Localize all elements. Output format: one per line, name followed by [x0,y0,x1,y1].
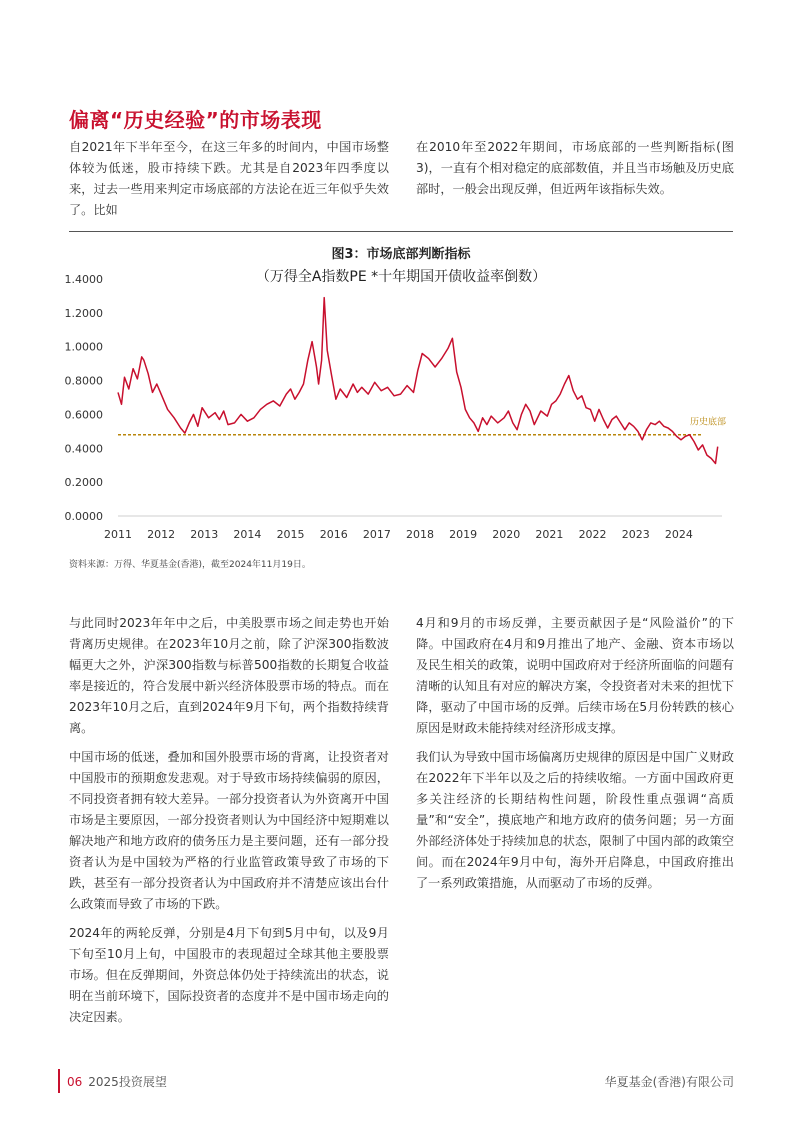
y-tick-label: 0.8000 [64,374,103,388]
figure-source: 资料来源：万得、华夏基金(香港)，截至2024年11月19日。 [69,560,311,570]
x-tick-label: 2014 [233,528,262,541]
document-title: 2025投资展望 [88,1075,167,1089]
x-tick-label: 2020 [492,528,521,541]
x-tick-label: 2016 [319,528,348,541]
body-paragraph: 2024年的两轮反弹，分别是4月下旬到5月中旬，以及9月下旬至10月上旬，中国股市的表现超过全球其他主要股票市场。但在反弹期间，外资总体仍处于持续流出的状态，说明在当前环境下，国际投资者的态度并不是中国市场走向的决定因素。 [69,926,389,1024]
x-tick-label: 2019 [449,528,478,541]
body-paragraph: 与此同时2023年年中之后，中美股票市场之间走势也开始背离历史规律。在2023年10月之前，除了沪深300指数波幅更大之外，沪深300指数与标普500指数的长期复合收益率是接近的，符合发展中新兴经济体股票市场的特点。而在2023年10月之后，直到2024年9月下旬，两个指数持续背离。 [69,616,389,735]
body-paragraph: 4月和9月的市场反弹，主要贡献因子是“风险溢价”的下降。中国政府在4月和9月推出了地产、金融、资本市场以及民生相关的政策，说明中国政府对于经济所面临的问题有清晰的认知且有对应的解决方案，令投资者对未来的担忧下降，驱动了中国市场的反弹。后续市场在5月份转跌的核心原因是财政未能持续对经济形成支撑。 [416,616,734,735]
figure-subtitle: （万得全A指数PE *十年期国开债收益率倒数） [255,269,547,285]
market-bottom-chart [0,0,802,560]
figure-title: 图3：市场底部判断指标 [331,247,471,262]
y-tick-label: 0.6000 [64,408,103,422]
body-paragraph: 中国市场的低迷，叠加和国外股票市场的背离，让投资者对中国股市的预期愈发悲观。对于导致市场持续偏弱的原因，不同投资者拥有较大差异。一部分投资者认为外资离开中国市场是主要原因，一部分投资者则认为中国经济中短期难以解决地产和地方政府的债务压力是主要问题，还有一部分投资者认为是中国较为严格的行业监管政策导致了市场的下跌，甚至有一部分投资者认为中国政府并不清楚应该出台什么政策而导致了市场的下跌。 [69,750,389,911]
body-column-left [69,613,389,1028]
y-axis [65,273,104,523]
x-tick-label: 2012 [147,528,176,541]
x-tick-label: 2013 [190,528,219,541]
y-tick-label: 1.0000 [64,340,103,354]
intro-paragraph-right: 在2010年至2022年期间，市场底部的一些判断指标(图3)，一直有个相对稳定的底部数值，并且当市场触及历史底部时，一般会出现反弹，但近两年该指标失效。 [416,140,734,196]
x-tick-label: 2024 [664,528,693,541]
footer-accent-bar [58,1069,60,1093]
section-heading: 偏离“历史经验”的市场表现 [69,108,322,132]
series-line [118,298,718,464]
intro-paragraph-left: 自2021年下半年至今，在这三年多的时间内，中国市场整体较为低迷，股市持续下跌。尤其是自2023年四季度以来，过去一些用来判定市场底部的方法论在近三年似乎失效了。比如 [69,140,389,217]
x-tick-label: 2011 [104,528,132,541]
y-tick-label: 0.2000 [64,476,103,490]
x-tick-label: 2023 [621,528,650,541]
x-axis [104,528,693,541]
x-tick-label: 2021 [535,528,564,541]
body-paragraph: 我们认为导致中国市场偏离历史规律的原因是中国广义财政在2022年下半年以及之后的持续收缩。一方面中国政府更多关注经济的长期结构性问题，阶段性重点强调“高质量”和“安全”，摸底地产和地方政府的债务问题；另一方面外部经济体处于持续加息的状态，限制了中国内部的政策空间。而在2024年9月中旬，海外开启降息，中国政府推出了一系列政策措施，从而驱动了市场的反弹。 [416,750,734,890]
y-tick-label: 0.4000 [64,442,103,456]
footer-left [67,1073,167,1090]
company-name: 华夏基金(香港)有限公司 [604,1075,734,1089]
y-tick-label: 0.0000 [64,510,103,523]
x-tick-label: 2015 [276,528,305,541]
x-tick-label: 2017 [362,528,391,541]
x-tick-label: 2018 [406,528,434,541]
y-tick-label: 1.2000 [64,306,103,320]
body-column-right [416,613,734,894]
x-tick-label: 2022 [578,528,607,541]
page-number: 06 [67,1075,83,1089]
y-tick-label: 1.4000 [64,273,103,286]
historical-bottom-label: 历史底部 [690,417,727,428]
